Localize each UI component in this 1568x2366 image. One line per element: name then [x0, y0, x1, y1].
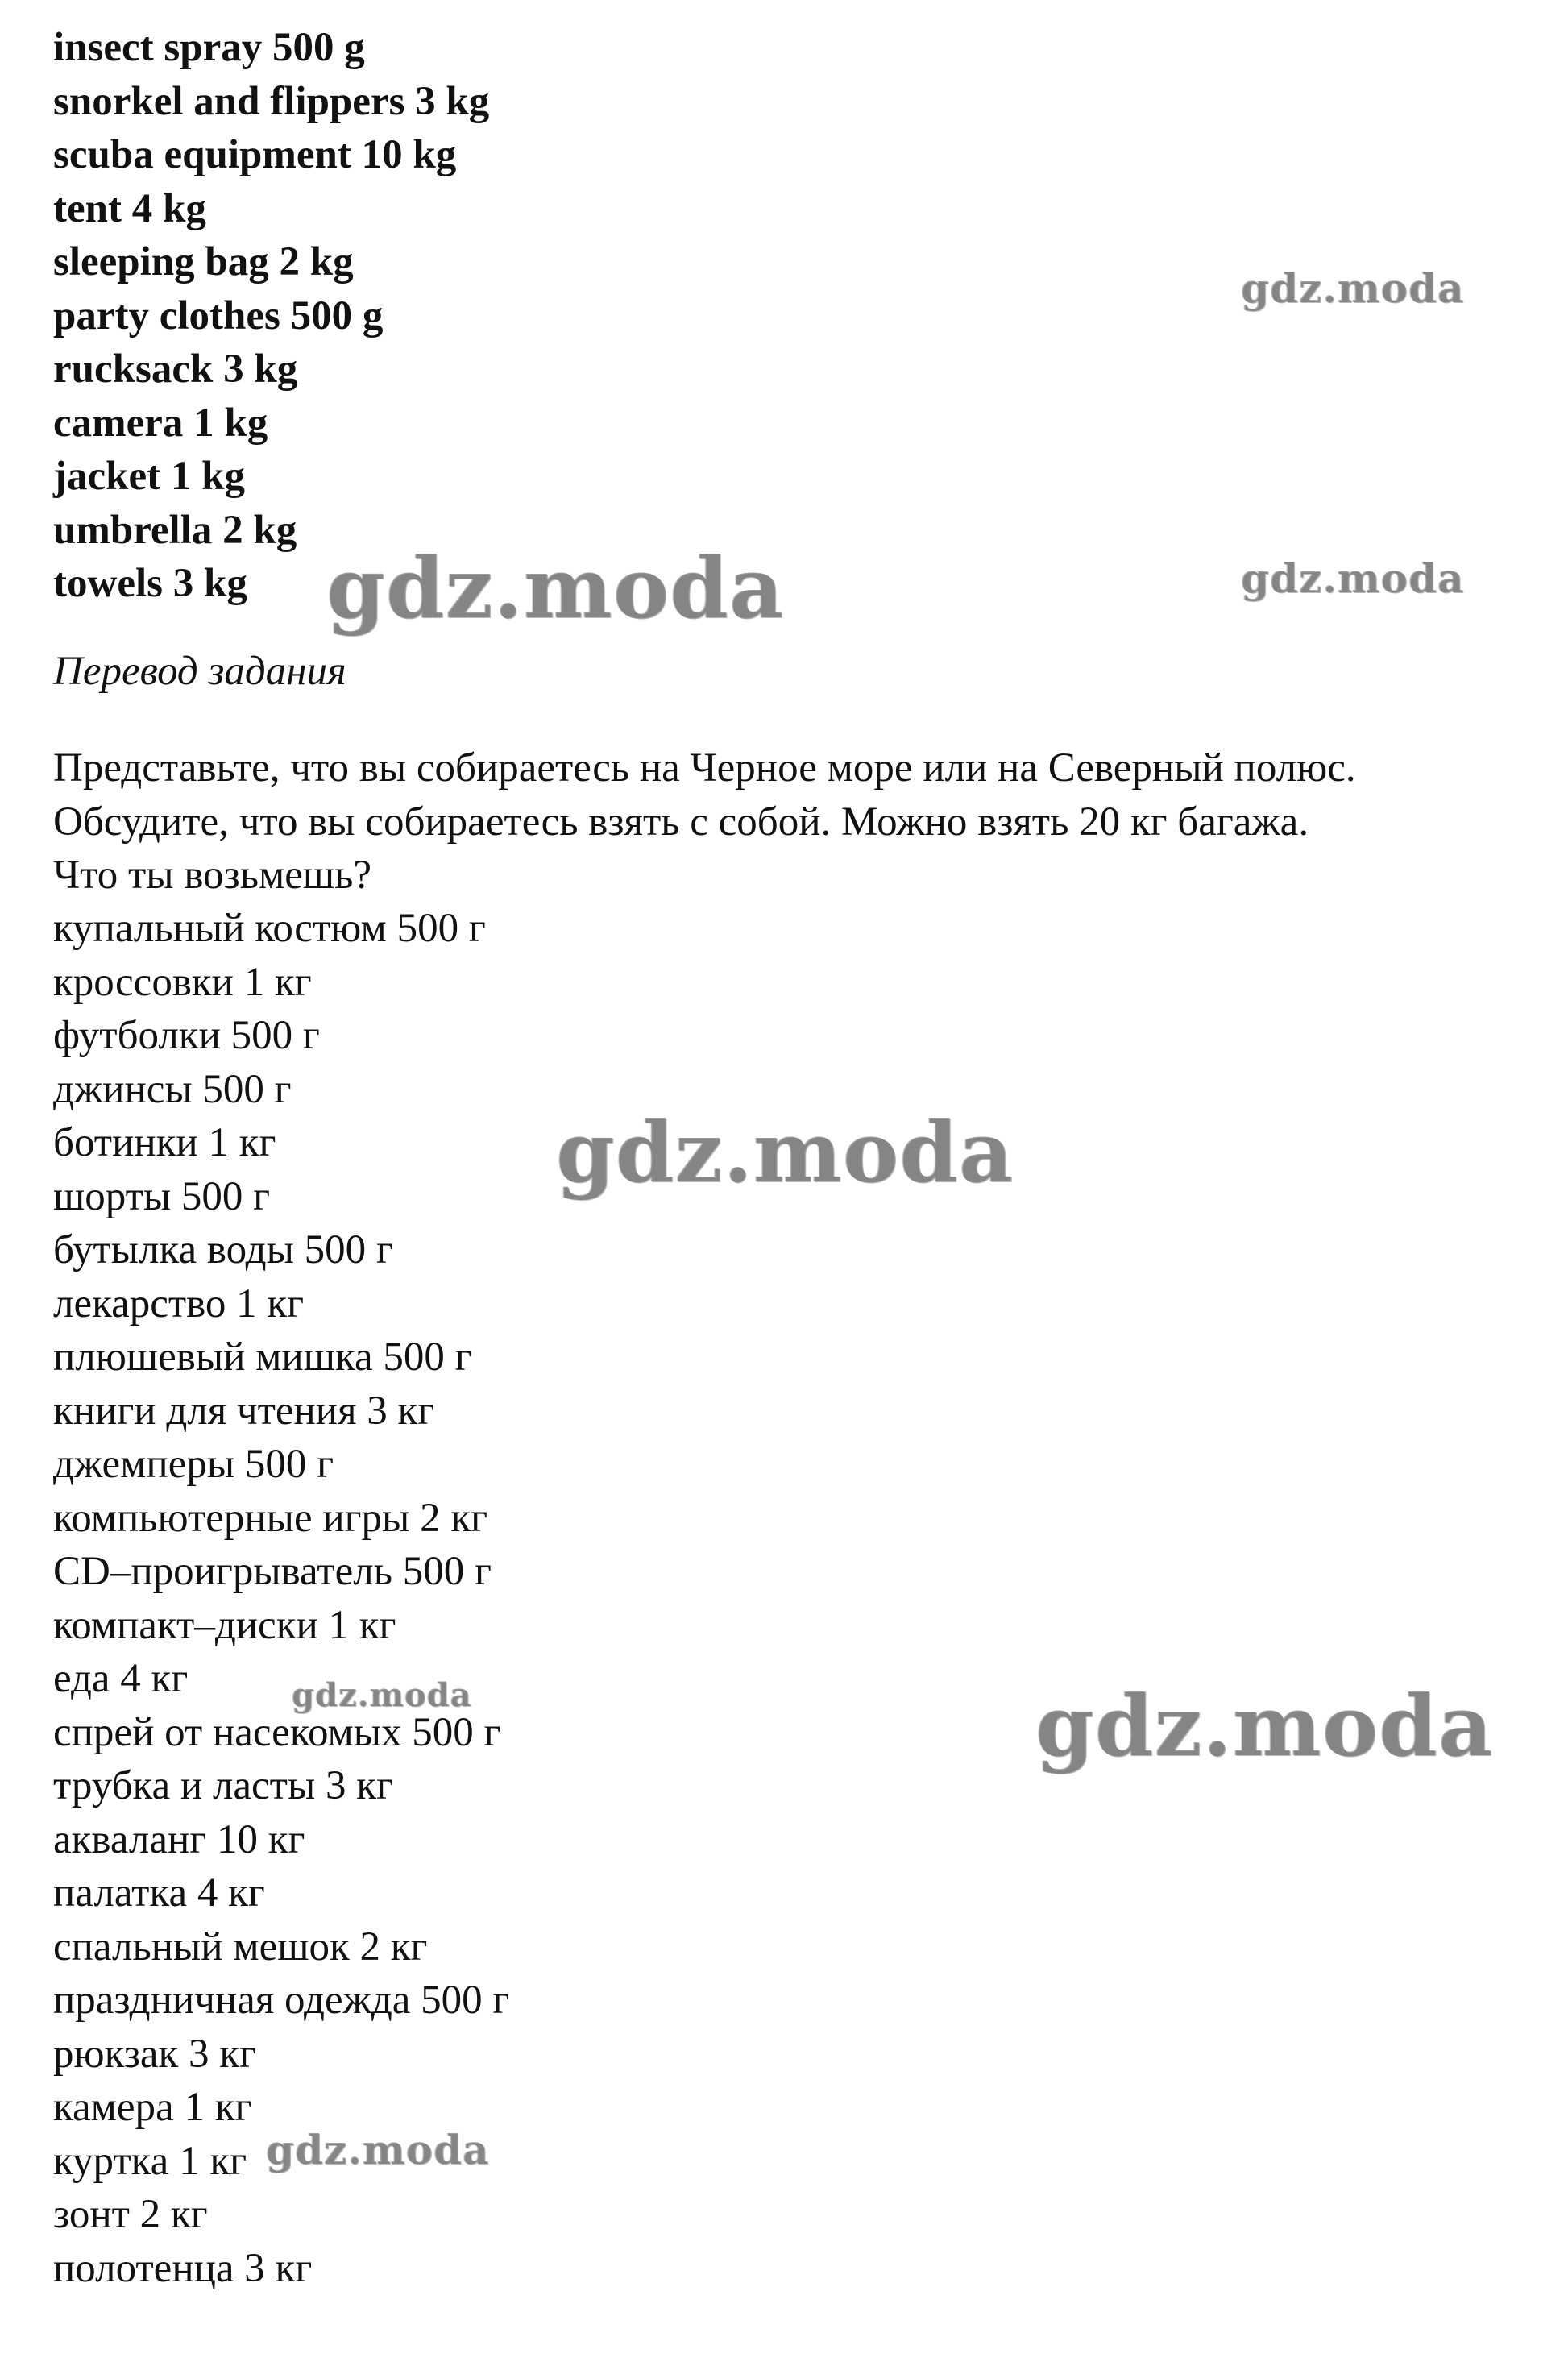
- russian-item: джемперы 500 г: [53, 1442, 334, 1487]
- russian-item: рюкзак 3 кг: [53, 2031, 256, 2077]
- watermark: gdz.moda: [1241, 264, 1465, 312]
- english-item: scuba equipment 10 kg: [53, 132, 457, 177]
- russian-item: бутылка воды 500 г: [53, 1227, 393, 1272]
- watermark: gdz.moda: [1035, 1676, 1494, 1775]
- russian-item: компакт–диски 1 кг: [53, 1602, 396, 1648]
- russian-item: спрей от насекомых 500 г: [53, 1709, 501, 1755]
- russian-item: книги для чтения 3 кг: [53, 1388, 435, 1434]
- russian-item: компьютерные игры 2 кг: [53, 1495, 488, 1541]
- russian-item: шорты 500 г: [53, 1173, 271, 1219]
- russian-item: акваланг 10 кг: [53, 1816, 305, 1862]
- english-item: tent 4 kg: [53, 185, 206, 231]
- russian-item: трубка и ласты 3 кг: [53, 1763, 393, 1808]
- watermark: gdz.moda: [1241, 554, 1465, 602]
- russian-item: футболки 500 г: [53, 1013, 320, 1058]
- instruction-line: Что ты возьмешь?: [53, 853, 372, 898]
- russian-item: ботинки 1 кг: [53, 1120, 276, 1165]
- russian-item: плюшевый мишка 500 г: [53, 1335, 472, 1380]
- russian-item: палатка 4 кг: [53, 1870, 265, 1916]
- russian-item: полотенца 3 кг: [53, 2245, 313, 2291]
- instruction-text: [53, 741, 1552, 903]
- russian-item: еда 4 кг: [53, 1656, 189, 1701]
- english-item: camera 1 kg: [53, 400, 268, 446]
- english-item: party clothes 500 g: [53, 293, 384, 338]
- english-item: towels 3 kg: [53, 561, 247, 606]
- russian-item: лекарство 1 кг: [53, 1281, 305, 1326]
- instruction-line: Представьте, что вы собираетесь на Черное море или на Северный полюс.: [53, 745, 1356, 791]
- english-item-list: [53, 21, 489, 611]
- english-item: rucksack 3 kg: [53, 347, 298, 392]
- russian-item: кроссовки 1 кг: [53, 959, 312, 1005]
- translation-heading: Перевод задания: [53, 649, 346, 694]
- russian-item: купальный костюм 500 г: [53, 906, 486, 951]
- english-item: sleeping bag 2 kg: [53, 239, 354, 284]
- russian-item: камера 1 кг: [53, 2085, 252, 2130]
- russian-item: куртка 1 кг: [53, 2138, 247, 2184]
- english-item: umbrella 2 kg: [53, 507, 297, 553]
- russian-item: спальный мешок 2 кг: [53, 1924, 428, 1970]
- watermark: gdz.moda: [292, 1676, 472, 1714]
- russian-item: джинсы 500 г: [53, 1066, 292, 1112]
- watermark: gdz.moda: [326, 538, 785, 637]
- russian-item: CD–проигрыватель 500 г: [53, 1549, 492, 1594]
- english-item: insect spray 500 g: [53, 25, 365, 70]
- english-item: jacket 1 kg: [53, 454, 245, 499]
- watermark: gdz.moda: [556, 1102, 1014, 1202]
- watermark: gdz.moda: [266, 2126, 490, 2173]
- russian-item: зонт 2 кг: [53, 2192, 208, 2237]
- russian-item-list: [53, 902, 509, 2295]
- russian-item: праздничная одежда 500 г: [53, 1978, 510, 2023]
- english-item: snorkel and flippers 3 kg: [53, 78, 490, 124]
- instruction-line: Обсудите, что вы собираетесь взять с собой. Можно взять 20 кг багажа.: [53, 799, 1309, 845]
